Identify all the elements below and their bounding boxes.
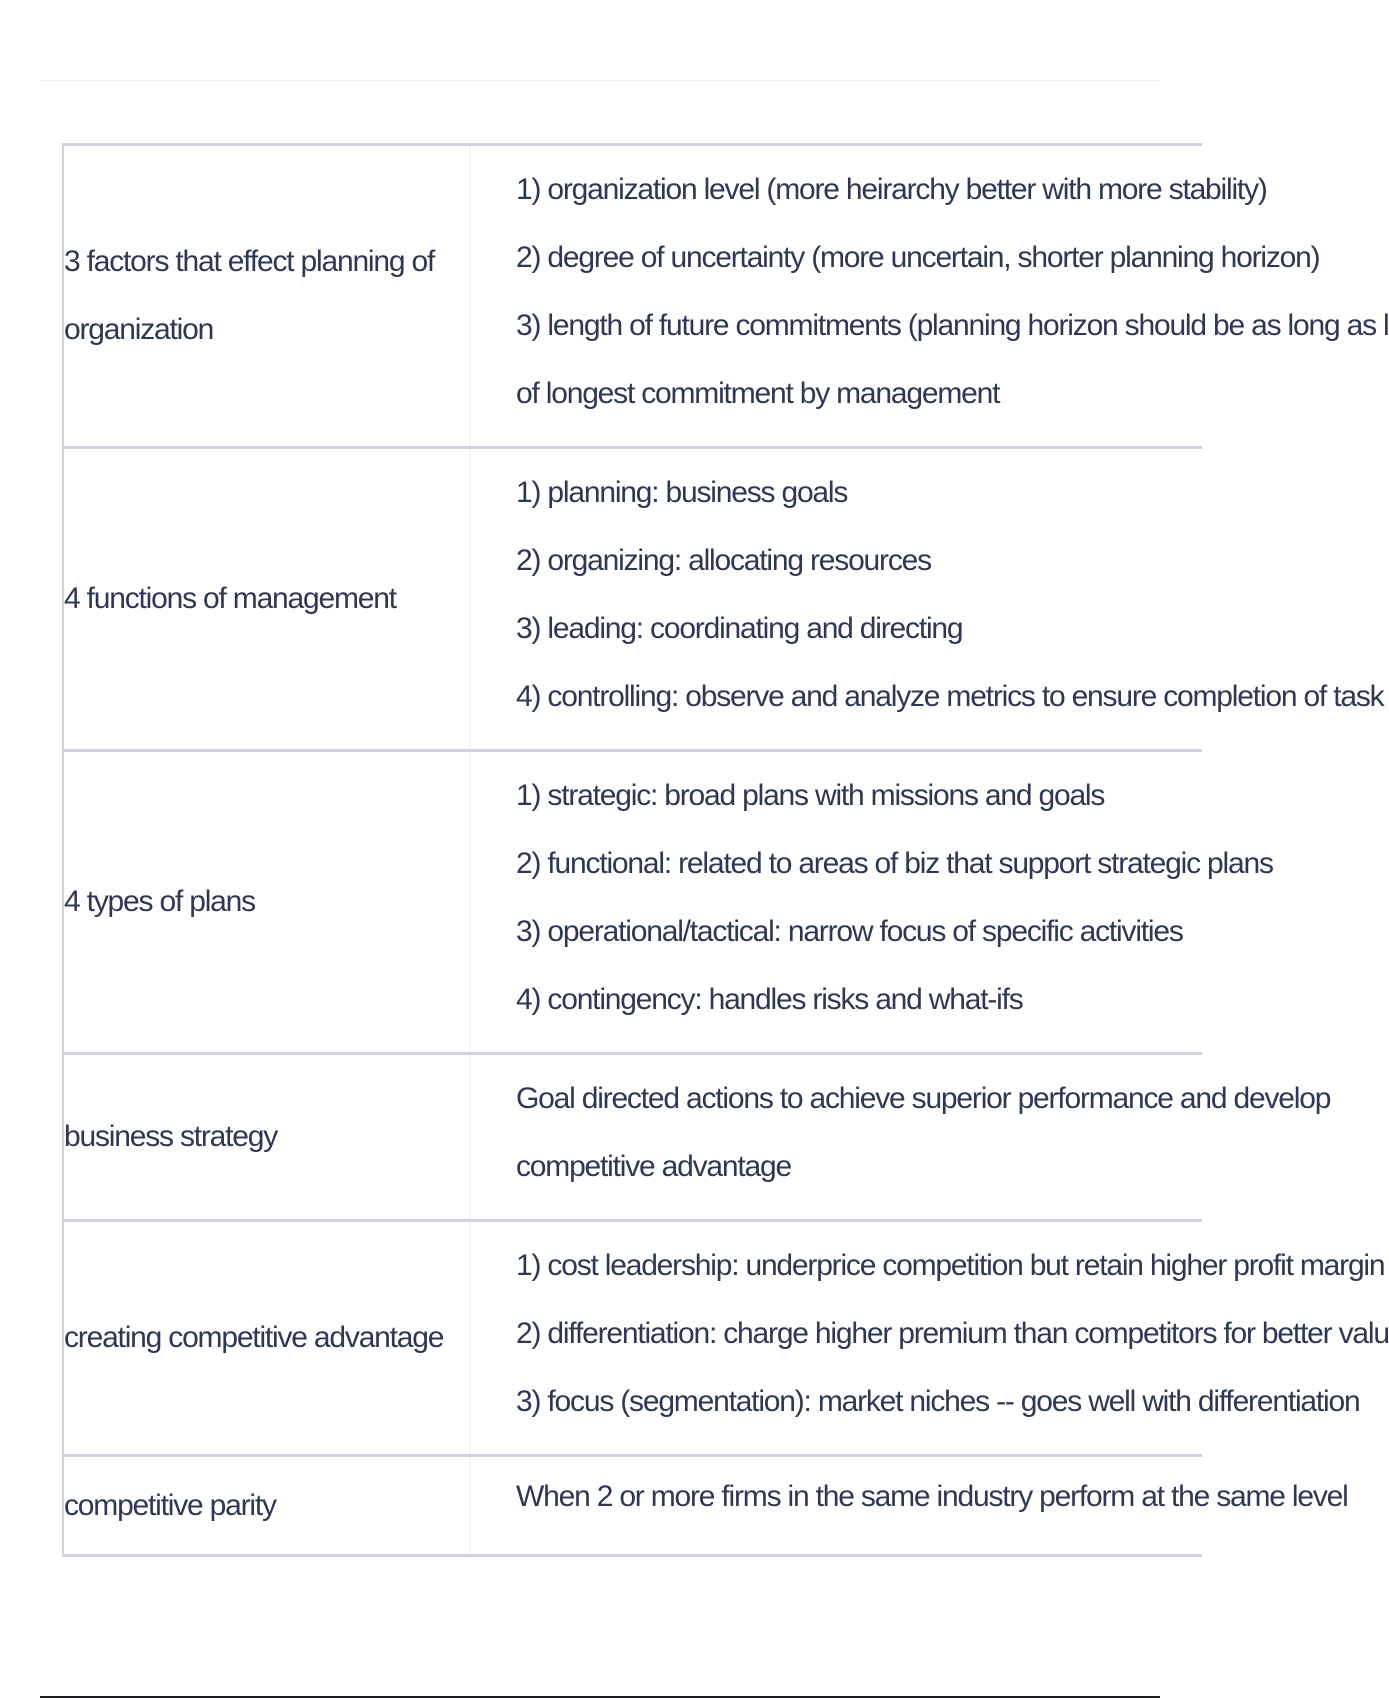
definition-line: 2) degree of uncertainty (more uncertain, shorter planning horizon) — [516, 241, 1320, 274]
card-row — [64, 449, 1384, 752]
definition-line: When 2 or more firms in the same industry perform at the same level — [516, 1480, 1348, 1513]
top-divider — [40, 80, 1160, 81]
definition-cell — [469, 752, 1273, 1052]
definition-line: of longest commitment by management — [516, 377, 1000, 410]
term-text: 4 types of plans — [64, 885, 255, 918]
term-cell — [64, 449, 469, 749]
term-cell — [64, 1457, 469, 1554]
term-text: 4 functions of management — [64, 582, 396, 615]
definition-cell — [469, 449, 1383, 749]
card-row — [64, 1457, 1348, 1557]
definition-line: 3) length of future commitments (planning horizon should be as long as l — [516, 309, 1389, 342]
term-cell — [64, 1055, 469, 1219]
definition-line: competitive advantage — [516, 1150, 791, 1183]
card-row — [64, 752, 1273, 1055]
term-cell — [64, 752, 469, 1052]
definition-line: Goal directed actions to achieve superior performance and develop — [516, 1082, 1331, 1115]
term-text: creating competitive advantage — [64, 1321, 444, 1354]
definition-cell — [469, 146, 1388, 446]
definition-line: 2) functional: related to areas of biz that support strategic plans — [516, 847, 1273, 880]
card-row — [64, 146, 1389, 449]
term-text: competitive parity — [64, 1488, 276, 1522]
definition-line: 1) planning: business goals — [516, 476, 848, 509]
definition-cell — [469, 1055, 1330, 1219]
flashcard-table — [62, 143, 1389, 1557]
bottom-divider — [40, 1696, 1160, 1698]
definition-line: 2) organizing: allocating resources — [516, 544, 931, 577]
definition-line: 4) contingency: handles risks and what-ifs — [516, 983, 1023, 1016]
definition-line: 1) strategic: broad plans with missions and goals — [516, 779, 1105, 812]
definition-line: 3) operational/tactical: narrow focus of specific activities — [516, 915, 1183, 948]
card-row — [64, 1222, 1389, 1457]
term-text: business strategy — [64, 1120, 278, 1153]
definition-line: 3) leading: coordinating and directing — [516, 612, 963, 645]
definition-line: 1) organization level (more heirarchy better with more stability) — [516, 173, 1267, 206]
card-row — [64, 1055, 1331, 1222]
definition-line: 1) cost leadership: underprice competition but retain higher profit margin — [516, 1249, 1385, 1282]
definition-line: 4) controlling: observe and analyze metrics to ensure completion of task — [516, 680, 1384, 713]
term-cell — [64, 1222, 469, 1454]
definition-line: 3) focus (segmentation): market niches -- goes well with differentiation — [516, 1385, 1360, 1418]
term-cell — [64, 146, 469, 446]
definition-line: 2) differentiation: charge higher premium than competitors for better valu — [516, 1317, 1389, 1350]
term-text: 3 factors that effect planning of organization — [64, 245, 435, 346]
definition-cell — [469, 1222, 1389, 1454]
definition-cell — [469, 1457, 1348, 1554]
